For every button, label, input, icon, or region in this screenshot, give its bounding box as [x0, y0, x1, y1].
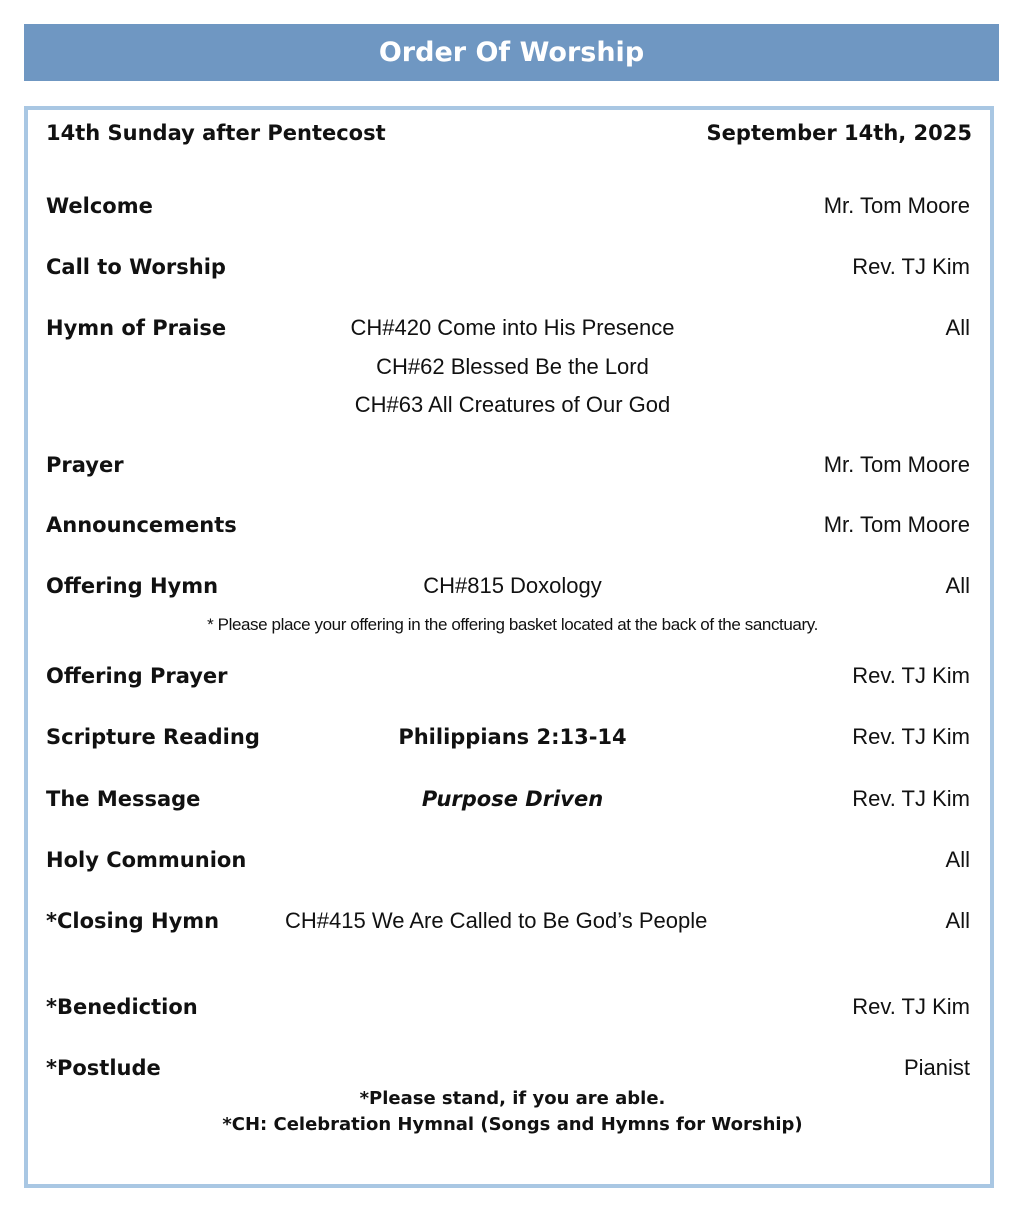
closing-hymn-label: *Closing Hymn — [46, 909, 220, 933]
closing-hymn-leader: All — [945, 908, 970, 933]
benediction-label: *Benediction — [46, 995, 198, 1019]
message-leader: Rev. TJ Kim — [852, 786, 970, 811]
stand-note: *Please stand, if you are able. — [359, 1088, 666, 1109]
welcome-label: Welcome — [46, 194, 153, 218]
offering-hymn-title: CH#815 Doxology — [423, 573, 602, 598]
call-to-worship-label: Call to Worship — [46, 255, 226, 279]
message-title: Purpose Driven — [421, 787, 604, 811]
hymnal-note: *CH: Celebration Hymnal (Songs and Hymns for Worship) — [222, 1114, 803, 1135]
offering-hymn-leader: All — [945, 573, 970, 598]
scripture-passage: Philippians 2:13-14 — [398, 725, 627, 749]
message-label: The Message — [46, 787, 201, 811]
offering-prayer-leader: Rev. TJ Kim — [852, 663, 970, 688]
offering-hymn-label: Offering Hymn — [46, 574, 219, 598]
closing-hymn-title: CH#415 We Are Called to Be God’s People — [285, 908, 708, 933]
service-occasion: 14th Sunday after Pentecost — [46, 121, 386, 145]
hymn-of-praise-leader: All — [945, 315, 970, 340]
prayer-leader: Mr. Tom Moore — [823, 452, 970, 477]
announcements-label: Announcements — [46, 513, 237, 537]
prayer-label: Prayer — [46, 453, 124, 477]
praise-hymn-1: CH#420 Come into His Presence — [350, 315, 675, 340]
page-title: Order Of Worship — [24, 24, 999, 81]
scripture-reading-label: Scripture Reading — [46, 725, 260, 749]
holy-communion-leader: All — [945, 847, 970, 872]
hymn-of-praise-label: Hymn of Praise — [46, 316, 227, 340]
praise-hymn-3: CH#63 All Creatures of Our God — [354, 392, 671, 417]
benediction-leader: Rev. TJ Kim — [852, 994, 970, 1019]
service-date: September 14th, 2025 — [706, 121, 972, 145]
praise-hymn-2: CH#62 Blessed Be the Lord — [376, 354, 649, 379]
postlude-label: *Postlude — [46, 1056, 161, 1080]
welcome-leader: Mr. Tom Moore — [823, 193, 970, 218]
announcements-leader: Mr. Tom Moore — [823, 512, 970, 537]
postlude-leader: Pianist — [903, 1055, 970, 1080]
offering-prayer-label: Offering Prayer — [46, 664, 228, 688]
call-to-worship-leader: Rev. TJ Kim — [852, 254, 970, 279]
holy-communion-label: Holy Communion — [46, 848, 247, 872]
scripture-reading-leader: Rev. TJ Kim — [852, 724, 970, 749]
offering-note: * Please place your offering in the offering basket located at the back of the sanctuary. — [207, 615, 818, 634]
